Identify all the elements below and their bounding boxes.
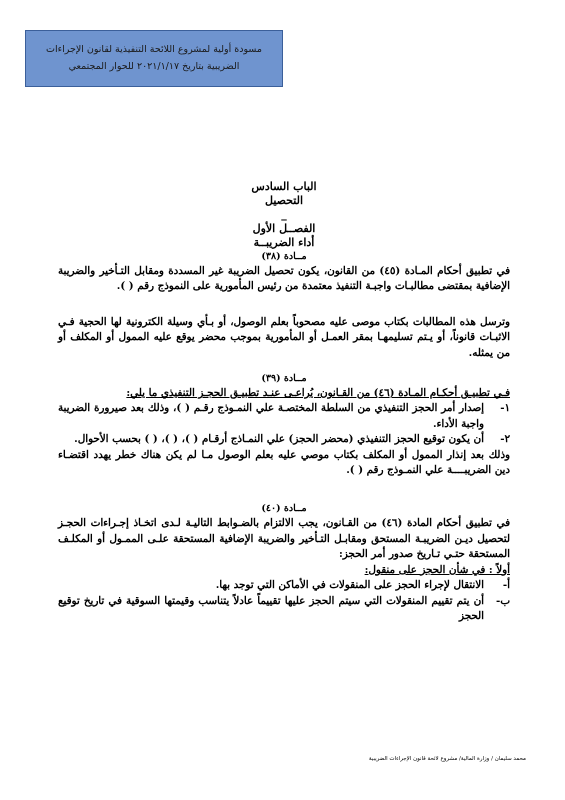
draft-notice-box bbox=[25, 30, 283, 87]
item-number: ١- bbox=[500, 402, 510, 415]
draft-notice-line-1: مسودة أولية لمشروع اللائحة التنفيذية لقانون الإجراءات bbox=[46, 44, 262, 55]
section-title: الفصــل الأول bbox=[252, 222, 316, 235]
article-40-item bbox=[58, 594, 510, 625]
article-40-item bbox=[58, 578, 510, 593]
item-text: أن يكون توقيع الحجز التنفيذي (محضر الحجز) علي النمـاذج أرقـام ( )، ( )، ( ) بحسب الأحوال. bbox=[74, 433, 484, 446]
item-text: الانتقال لإجراء الحجز على المنقولات في الأماكن التي توجد بها. bbox=[215, 579, 484, 592]
item-number: أ- bbox=[502, 579, 510, 592]
article-38-paragraph-1: في تطبيق أحكام المـادة (٤٥) من القانون، يكون تحصيل الضريبة غير المسددة ومقابل التـأخير والضريبة الإضافية بمقتضى مطالبـات واجبـة التنفيذ معتمدة من رئيس المأمورية على النموذج رقم ( ). bbox=[58, 265, 510, 293]
chapter-separator: _ bbox=[281, 208, 287, 221]
chapter-subject: التحصيل bbox=[264, 194, 304, 207]
article-40-heading: مــادة (٤٠) bbox=[261, 503, 307, 515]
article-38-paragraph-2: وترسل هذه المطالبات بكتاب موصى عليه مصحوباً بعلم الوصول، أو بـأي وسيلة الكترونية لها الحجية فـي الاثبـات قانوناً، أو يـتم تسليمهـا بمقر العمـل أو المأمورية بموجب محضر يوقع عليه الممول أو المكلف أو من يمثله. bbox=[58, 315, 510, 359]
draft-notice-line-2: الضريبية بتاريخ ٢٠٢١/١/١٧ للحوار المجتمعي bbox=[68, 61, 240, 72]
article-38-heading: مــادة (٣٨) bbox=[261, 251, 307, 262]
section-subject: أداء الضريبــة bbox=[253, 236, 315, 249]
article-39-item bbox=[58, 401, 510, 432]
article-39-heading: مــادة (٣٩) bbox=[261, 373, 307, 385]
page-footer: محمد سليمان / وزارة المالية/ مشروع لائحة قانون الإجراءات الضريبية bbox=[368, 756, 526, 762]
chapter-title: الباب السادس bbox=[251, 180, 317, 193]
article-40-intro: في تطبيق أحكام المادة (٤٦) من القـانون، يجب الالتزام بالضـوابط التاليـة لـدى اتخـاذ إجـراءات الحجـز لتحصيل ديـن الضريبـة المستحق ومقابـل التـأخير والضريبة الإضافية المستحقة علـى الممـول أو المكلـف المستحقة حتـي تـاريخ صدور أمر الحجز: bbox=[58, 517, 511, 561]
item-number: ٢- bbox=[500, 433, 510, 446]
document-body bbox=[58, 180, 510, 624]
article-39-closing: وذلك بعد إنذار الممول أو المكلف بكتاب موصي عليه بعلم الوصول مـا لم يكن هناك خطر يهدد اقتضـاء دين الضريبــــة علي النمـوذج رقم ( ). bbox=[58, 448, 510, 477]
article-39-item bbox=[58, 432, 510, 447]
item-text: أن يتم تقييم المنقولات التي سيتم الحجز عليها تقييماً عادلاً يتناسب وقيمتها السوقية في تاريخ توقيع الحجز bbox=[58, 594, 484, 622]
item-number: ب- bbox=[496, 594, 510, 607]
article-39-intro: فـي تطبيـق أحكـام المـادة (٤٦) من القـانون، يُراعـى عنـد تطبيـق الحجـز التنفيذي ما يلي: bbox=[126, 387, 510, 400]
item-text: إصدار أمر الحجز التنفيذي من السلطة المختصـة علي النمـوذج رقـم ( )، وذلك بعد صيرورة الضريبة واجبة الأداء. bbox=[58, 402, 484, 430]
article-40-subheading: أولاً : في شأن الحجز على منقول: bbox=[364, 563, 510, 576]
